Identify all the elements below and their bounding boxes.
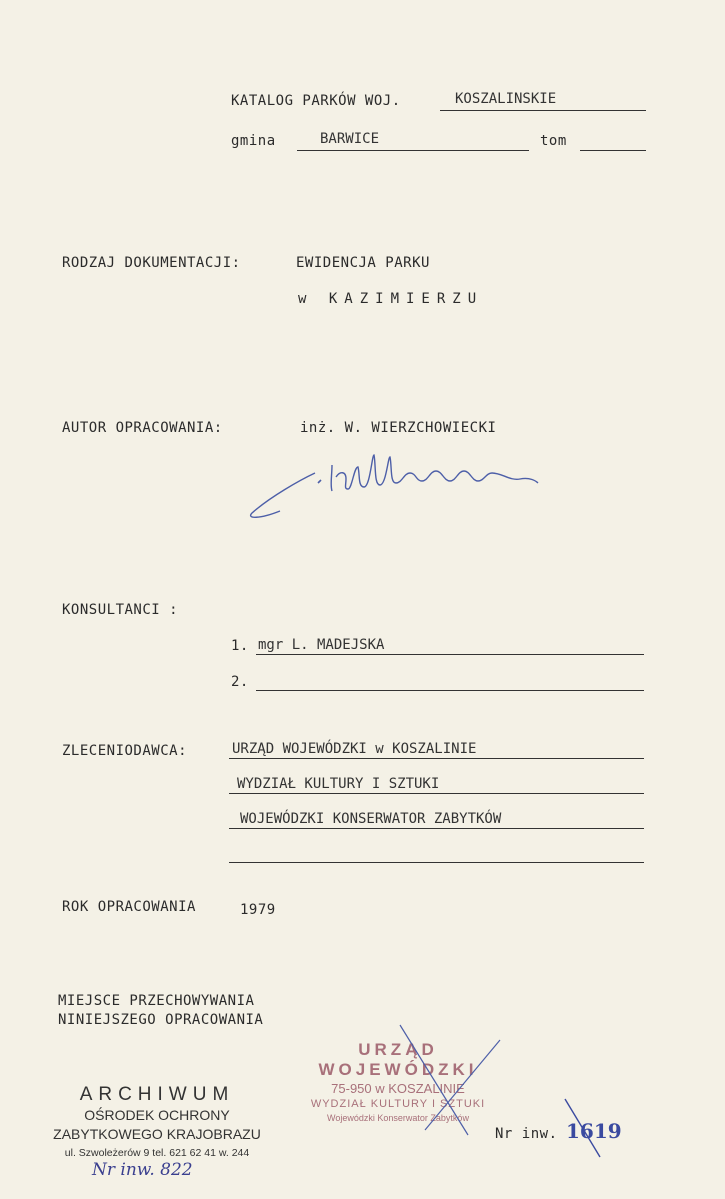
handwritten-note: Nr inw. 822: [92, 1160, 193, 1180]
nr-inw-value: 1619: [566, 1119, 622, 1143]
stamp-line3: WYDZIAŁ KULTURY I SZTUKI: [310, 1098, 486, 1110]
tom-line: [580, 150, 646, 151]
zleceniodawca-line3: WOJEWÓDZKI KONSERWATOR ZABYTKÓW: [240, 811, 502, 827]
miejsce-line2: NINIEJSZEGO OPRACOWANIA: [58, 1012, 264, 1028]
zleceniodawca-line1: URZĄD WOJEWÓDZKI w KOSZALINIE: [232, 741, 477, 757]
wojewodztwo-line: [440, 110, 646, 111]
miejsce-line1: MIEJSCE PRZECHOWYWANIA: [58, 993, 255, 1009]
konsultant-1-name: mgr L. MADEJSKA: [258, 637, 385, 653]
konsultant-2-num: 2.: [231, 674, 249, 690]
zleceniodawca-line2: WYDZIAŁ KULTURY I SZTUKI: [237, 776, 440, 792]
zleceniodawca-label: ZLECENIODAWCA:: [62, 743, 188, 759]
zleceniodawca-underline-1: [229, 758, 644, 759]
archiwum-address: ul. Szwoleżerów 9 tel. 621 62 41 w. 244: [64, 1147, 250, 1159]
stamp-cross-out: [380, 1020, 530, 1140]
katalog-label: KATALOG PARKÓW WOJ.: [231, 93, 401, 109]
dokumentacja-label: RODZAJ DOKUMENTACJI:: [62, 255, 241, 271]
nr-inw-cross-out: [560, 1095, 620, 1165]
gmina-label: gmina: [231, 133, 276, 149]
autor-label: AUTOR OPRACOWANIA:: [62, 420, 223, 436]
nr-inw-label: Nr inw.: [495, 1126, 558, 1142]
zleceniodawca-underline-3: [229, 828, 644, 829]
stamp-line2: 75-950 w KOSZALINIE: [331, 1081, 465, 1096]
rok-label: ROK OPRACOWANIA: [62, 899, 196, 915]
zleceniodawca-underline-2: [229, 793, 644, 794]
konsultanci-label: KONSULTANCI :: [62, 602, 179, 618]
dokumentacja-line2: w KAZIMIERZU: [298, 291, 484, 307]
stamp-line1: URZĄD WOJEWÓDZKI: [318, 1040, 478, 1079]
tom-label: tom: [540, 133, 567, 149]
archiwum-line2: ZABYTKOWEGO KRAJOBRAZU: [53, 1126, 261, 1142]
archiwum-line1: OŚRODEK OCHRONY: [84, 1107, 230, 1123]
konsultant-1-line: [256, 654, 644, 655]
autor-name: inż. W. WIERZCHOWIECKI: [300, 420, 497, 436]
archiwum-block: [52, 1084, 262, 1159]
stamp-line4: Wojewódzki Konserwator Zabytków: [327, 1113, 469, 1123]
rok-value: 1979: [240, 902, 276, 918]
konsultant-1-num: 1.: [231, 638, 249, 654]
zleceniodawca-underline-4: [229, 862, 644, 863]
konsultant-2-line: [256, 690, 644, 691]
archiwum-title: ARCHIWUM: [79, 1084, 235, 1105]
dokumentacja-line1: EWIDENCJA PARKU: [296, 255, 430, 271]
gmina-line: [297, 150, 529, 151]
wojewodztwo-value: KOSZALINSKIE: [455, 91, 557, 107]
gmina-value: BARWICE: [320, 131, 380, 147]
author-signature: [240, 445, 550, 525]
